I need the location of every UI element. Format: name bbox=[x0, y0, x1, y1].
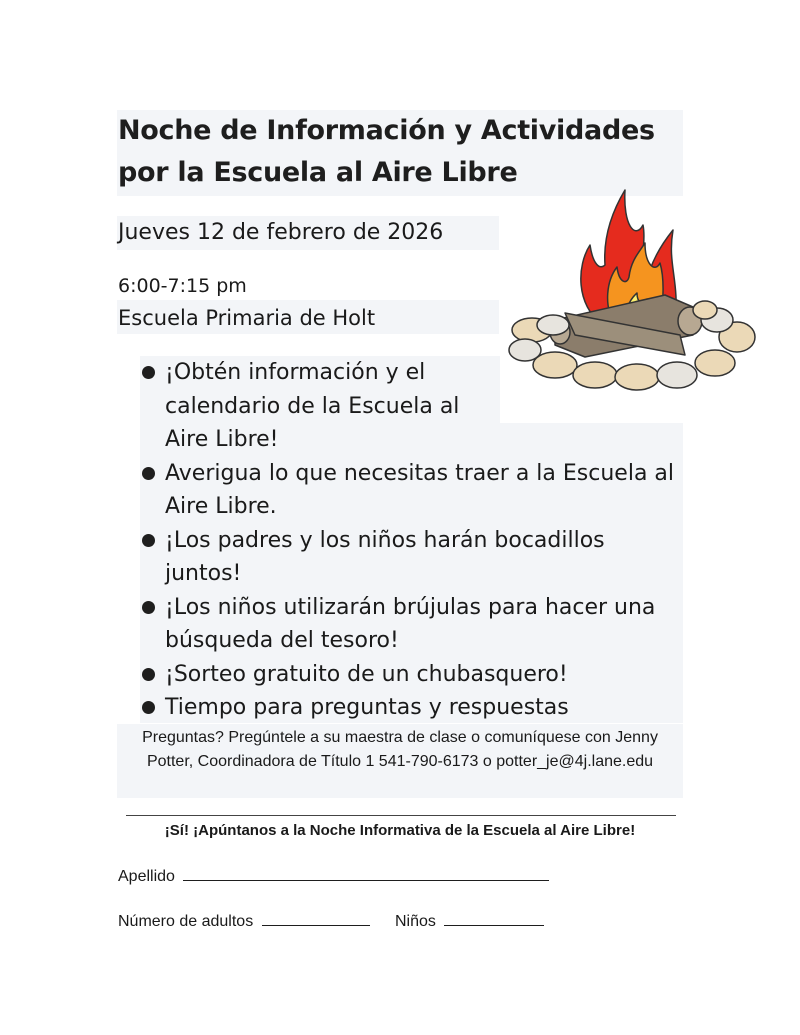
activity-list bbox=[140, 356, 685, 725]
bullet-icon bbox=[142, 366, 155, 379]
event-time: 6:00-7:15 pm bbox=[118, 275, 247, 297]
bullet-icon bbox=[142, 534, 155, 547]
list-item: ¡Los niños utilizarán brújulas para hacer una búsqueda del tesoro! bbox=[140, 591, 685, 658]
children-label: Niños bbox=[395, 913, 436, 930]
adults-field[interactable] bbox=[118, 910, 370, 932]
page-title: Noche de Información y Actividades por la Escuela al Aire Libre bbox=[118, 115, 655, 188]
bullet-icon bbox=[142, 701, 155, 714]
bullet-icon bbox=[142, 668, 155, 681]
children-field[interactable] bbox=[395, 910, 544, 932]
last-name-input-line[interactable] bbox=[183, 865, 549, 881]
last-name-field[interactable] bbox=[118, 865, 549, 887]
list-item: ¡Obtén información y el calendario de la Escuela al Aire Libre! bbox=[140, 356, 685, 457]
last-name-label: Apellido bbox=[118, 868, 175, 885]
bullet-icon bbox=[142, 467, 155, 480]
list-item: ¡Sorteo gratuito de un chubasquero! bbox=[140, 658, 685, 692]
bullet-icon bbox=[142, 601, 155, 614]
signup-heading: ¡Sí! ¡Apúntanos a la Noche Informativa de la Escuela al Aire Libre! bbox=[164, 822, 636, 839]
event-location: Escuela Primaria de Holt bbox=[118, 306, 376, 330]
event-date: Jueves 12 de febrero de 2026 bbox=[118, 220, 444, 245]
list-item: Tiempo para preguntas y respuestas bbox=[140, 691, 685, 725]
divider bbox=[126, 815, 676, 816]
adults-input-line[interactable] bbox=[262, 910, 370, 926]
adults-label: Número de adultos bbox=[118, 913, 254, 930]
list-item: ¡Los padres y los niños harán bocadillos juntos! bbox=[140, 524, 685, 591]
children-input-line[interactable] bbox=[444, 910, 544, 926]
contact-info: Preguntas? Pregúntele a su maestra de clase o comuníquese con Jenny Potter, Coordinadora de Título 1 541-790-6173 o potter_je@4j.lane.edu bbox=[142, 729, 658, 770]
list-item: Averigua lo que necesitas traer a la Escuela al Aire Libre. bbox=[140, 457, 685, 524]
